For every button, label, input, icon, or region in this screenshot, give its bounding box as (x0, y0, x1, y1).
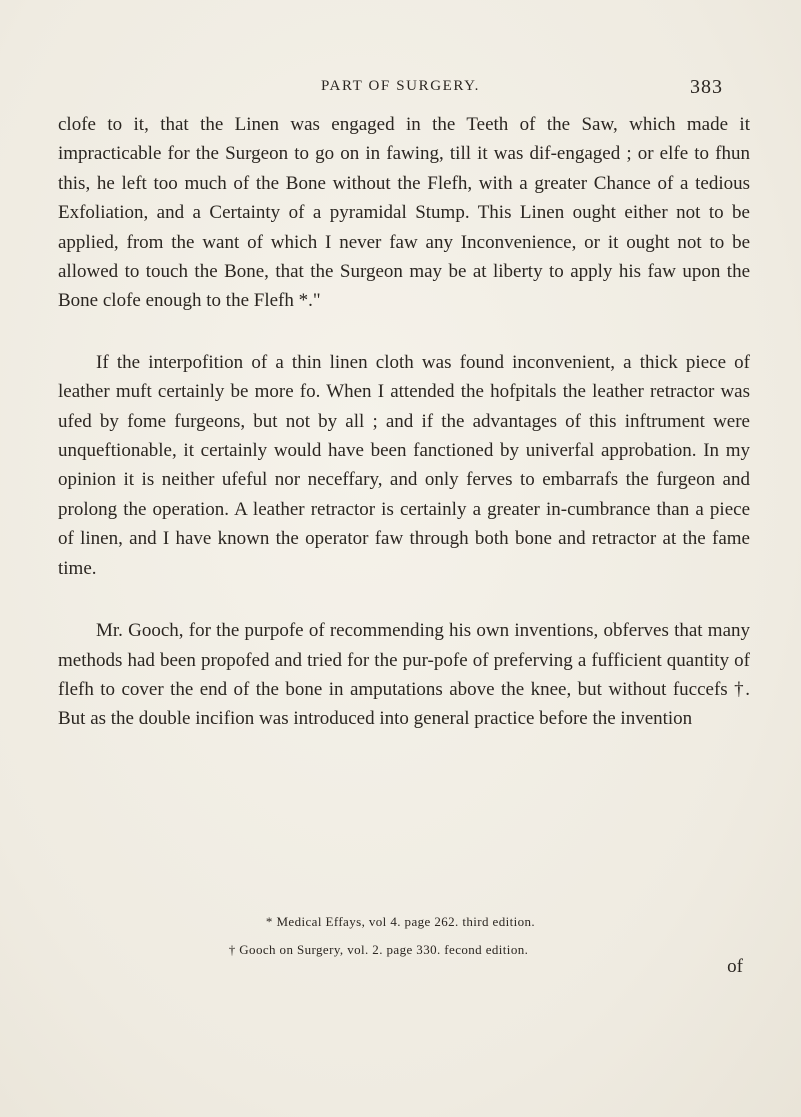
page-header (0, 78, 801, 102)
page-number: 383 (690, 76, 723, 98)
running-head: PART OF SURGERY. (320, 78, 481, 94)
footnote-gooch-surgery: † Gooch on Surgery, vol. 2. page 330. fecond edition. (228, 942, 529, 957)
paragraph-continuation: clofe to it, that the Linen was engaged in the Teeth of the Saw, which made it impracticable for the Surgeon to go on in fawing, till it was dif-engaged ; or elfe to fhun this, he left too much of the Bone without the Flefh, with a greater Chance of a tedious Exfoliation, and a Certainty of a pyramidal Stump. This Linen ought either not to be applied, from the want of which I never faw any Inconvenience, or it ought not to be allowed to touch the Bone, that the Surgeon may be at liberty to apply his faw upon the Bone clofe enough to the Flefh *." (58, 114, 750, 312)
body-text (58, 110, 750, 734)
catchword: of (727, 956, 743, 977)
paragraph-leather-retractor: If the interpofition of a thin linen cloth was found inconvenient, a thick piece of leather muft certainly be more fo. When I attended the hofpitals the leather retractor was ufed by fome furgeons, but not by all ; and if the advantages of this inftrument were unqueftionable, it certainly would have been fanctioned by univerfal approbation. In my opinion it is neither ufeful nor neceffary, and only ferves to embarrafs the furgeon and prolong the operation. A leather retractor is certainly a greater in-cumbrance than a piece of linen, and I have known the operator faw through both bone and retractor at the fame time. (58, 351, 750, 579)
footnotes (0, 908, 801, 964)
footnote-medical-essays: * Medical Effays, vol 4. page 262. third edition. (265, 914, 536, 929)
paragraph-mr-gooch: Mr. Gooch, for the purpofe of recommending his own inventions, obferves that many methods had been propofed and tried for the pur-pofe of preferving a fufficient quantity of flefh to cover the end of the bone in amputations above the knee, but without fuccefs †. But as the double incifion was introduced into general practice before the invention (58, 620, 750, 730)
